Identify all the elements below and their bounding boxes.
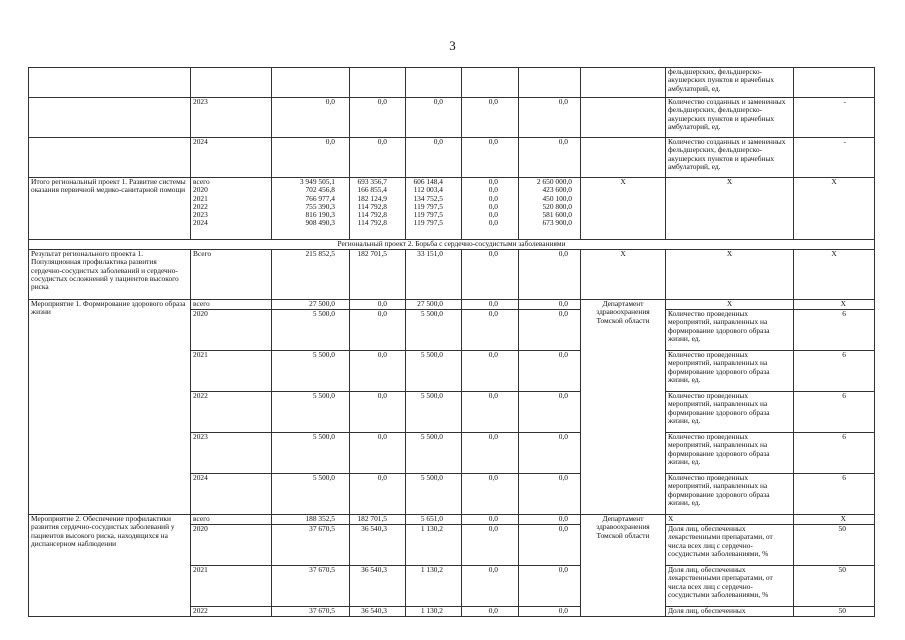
table-cell: 6 [794, 433, 875, 474]
table-cell: 0,0 [272, 98, 350, 138]
table-cell [29, 68, 191, 98]
table-cell: Х [794, 178, 875, 240]
table-cell: 1 130,2 [406, 607, 462, 617]
table-cell: 33 151,0 [406, 250, 462, 300]
table-cell: 0,0 [350, 310, 406, 351]
table-cell: 2 650 000,0 423 600,0 450 100,0 520 800,0 581 600,0 673 900,0 [519, 178, 581, 240]
table-cell: Х [581, 178, 666, 240]
table-cell: 0,0 [519, 474, 581, 515]
table-cell: 0,0 [350, 138, 406, 178]
table-cell: 0,0 [462, 351, 519, 392]
table-cell: 606 148,4 112 003,4 134 752,5 119 797,5 119 797,5 119 797,5 [406, 178, 462, 240]
table-cell: 0,0 [519, 310, 581, 351]
table-row [29, 515, 875, 525]
table-cell: - [794, 98, 875, 138]
table-cell: 0,0 [519, 566, 581, 607]
table-cell: Результат регионального проекта 1. Популяционная профилактика развития сердечно-сосудистых заболеваний и сердечно-сосудистых осложнений у пациентов высокого риска [29, 250, 191, 300]
table-cell [581, 98, 666, 138]
table-cell: Мероприятие 1. Формирование здорового образа жизни [29, 300, 191, 515]
table-cell: 0,0 [519, 392, 581, 433]
table-row-result [29, 250, 875, 300]
table-cell: Х [666, 250, 794, 300]
table-cell: всего [191, 515, 272, 525]
table-cell: 693 356,7 166 855,4 182 124,9 114 792,8 114 792,8 114 792,8 [350, 178, 406, 240]
table-cell: 5 500,0 [272, 474, 350, 515]
table-cell: 0,0 [519, 250, 581, 300]
table-cell: 37 670,5 [272, 566, 350, 607]
table-cell: 0,0 [519, 98, 581, 138]
table-cell: 182 701,5 [350, 515, 406, 525]
table-cell: 0,0 0,0 0,0 0,0 0,0 0,0 [462, 178, 519, 240]
table-cell: Х [666, 515, 794, 525]
table-cell: 0,0 [462, 250, 519, 300]
table-cell: 5 500,0 [272, 392, 350, 433]
table-cell: 0,0 [462, 98, 519, 138]
table-cell: 0,0 [350, 433, 406, 474]
table-cell: всего [191, 300, 272, 310]
table-cell: 0,0 [519, 300, 581, 310]
table-cell: 2020 [191, 525, 272, 566]
table-cell: Департамент здравоохранения Томской области [581, 300, 666, 515]
table-cell: 37 670,5 [272, 607, 350, 617]
table-cell: 0,0 [462, 392, 519, 433]
table-cell: 50 [794, 525, 875, 566]
table-cell: Региональный проект 2. Борьба с сердечно-сосудистыми заболеваниями [29, 240, 875, 250]
table-cell: Х [666, 178, 794, 240]
table-cell: 0,0 [462, 515, 519, 525]
table-cell: 0,0 [519, 138, 581, 178]
table-cell: 0,0 [406, 138, 462, 178]
indicator-cell: Доля лиц, обеспеченных [666, 607, 794, 617]
table-cell: 5 500,0 [272, 351, 350, 392]
table-cell: 0,0 [350, 98, 406, 138]
table-cell: 0,0 [462, 525, 519, 566]
table-cell: 0,0 [350, 392, 406, 433]
table-row [29, 138, 875, 178]
table-cell: 0,0 [462, 474, 519, 515]
table-cell: Х [794, 250, 875, 300]
indicator-cell: Количество созданных и замененных фельдшерских, фельдшерско-акушерских пунктов и врачебных амбулаторий, ед. [666, 98, 794, 138]
table-cell: 0,0 [462, 607, 519, 617]
table-cell: 0,0 [462, 566, 519, 607]
table-cell [29, 138, 191, 178]
table-cell [191, 68, 272, 98]
table-cell: 6 [794, 392, 875, 433]
table-cell [29, 98, 191, 138]
table-cell [794, 68, 875, 98]
table-cell: 0,0 [350, 300, 406, 310]
table-cell: 5 500,0 [406, 310, 462, 351]
table-cell: 2022 [191, 607, 272, 617]
table-cell: 0,0 [519, 351, 581, 392]
table-cell: 0,0 [272, 138, 350, 178]
table-cell [581, 68, 666, 98]
table-cell: 50 [794, 607, 875, 617]
table-cell: 37 670,5 [272, 525, 350, 566]
table-cell [519, 68, 581, 98]
table-cell: Всего [191, 250, 272, 300]
table-cell: 3 949 505,1 702 456,8 766 977,4 755 390,3 816 190,3 908 490,3 [272, 178, 350, 240]
table-cell: 27 500,0 [272, 300, 350, 310]
indicator-cell: фельдшерских, фельдшерско-акушерских пунктов и врачебных амбулаторий, ед. [666, 68, 794, 98]
table-cell: 188 352,5 [272, 515, 350, 525]
indicator-cell: Доля лиц, обеспеченных лекарственными препаратами, от числа всех лиц с сердечно-сосудистыми заболеваниями, % [666, 566, 794, 607]
table-cell [581, 138, 666, 178]
table-cell: 1 130,2 [406, 566, 462, 607]
indicator-cell: Количество проведенных мероприятий, направленных на формирование здорового образа жизни, ед. [666, 433, 794, 474]
table-cell: 2022 [191, 392, 272, 433]
table-cell: 0,0 [462, 310, 519, 351]
table-row [29, 98, 875, 138]
table-section-header [29, 240, 875, 250]
table-cell: 2024 [191, 474, 272, 515]
indicator-cell: Доля лиц, обеспеченных лекарственными препаратами, от числа всех лиц с сердечно-сосудистыми заболеваниями, % [666, 525, 794, 566]
table-cell: Х [666, 300, 794, 310]
table-cell: 5 500,0 [406, 433, 462, 474]
program-table [28, 67, 875, 617]
page-number: 3 [449, 38, 456, 53]
table-cell: 0,0 [406, 98, 462, 138]
table-cell: 6 [794, 474, 875, 515]
table-cell: 0,0 [462, 433, 519, 474]
table-cell: 5 500,0 [406, 351, 462, 392]
table-cell: 5 500,0 [406, 392, 462, 433]
table-cell: 5 500,0 [406, 474, 462, 515]
table-cell: 2020 [191, 310, 272, 351]
table-cell [272, 68, 350, 98]
table-cell: 215 852,5 [272, 250, 350, 300]
table-cell: 36 540,3 [350, 607, 406, 617]
table-cell: 0,0 [519, 433, 581, 474]
indicator-cell: Количество проведенных мероприятий, направленных на формирование здорового образа жизни, ед. [666, 392, 794, 433]
table-cell: 2021 [191, 566, 272, 607]
table-cell: Мероприятие 2. Обеспечение профилактики развития сердечно-сосудистых заболеваний у пациентов высокого риска, находящихся на диспансерном наблюдении [29, 515, 191, 617]
table-cell: 1 130,2 [406, 525, 462, 566]
table-cell: 0,0 [519, 515, 581, 525]
table-cell: 2023 [191, 98, 272, 138]
table-cell: 6 [794, 351, 875, 392]
table-cell: 2023 [191, 433, 272, 474]
table-cell: 2021 [191, 351, 272, 392]
table-cell: 182 701,5 [350, 250, 406, 300]
indicator-cell: Количество созданных и замененных фельдшерских, фельдшерско-акушерских пунктов и врачебных амбулаторий, ед. [666, 138, 794, 178]
table-cell [406, 68, 462, 98]
table-cell: 5 500,0 [272, 310, 350, 351]
table-cell: 0,0 [350, 474, 406, 515]
indicator-cell: Количество проведенных мероприятий, направленных на формирование здорового образа жизни, ед. [666, 310, 794, 351]
table-cell: Департамент здравоохранения Томской области [581, 515, 666, 617]
table-cell: Итого региональный проект 1. Развитие системы оказания первичной медико-санитарной помощи [29, 178, 191, 240]
table-cell: 0,0 [519, 525, 581, 566]
table-cell: 0,0 [350, 351, 406, 392]
table-row-total-project-1 [29, 178, 875, 240]
indicator-cell: Количество проведенных мероприятий, направленных на формирование здорового образа жизни, ед. [666, 474, 794, 515]
table-cell: 0,0 [462, 300, 519, 310]
table-cell: 36 540,3 [350, 566, 406, 607]
table-cell: 5 500,0 [272, 433, 350, 474]
table-cell: 5 651,0 [406, 515, 462, 525]
indicator-cell: Количество проведенных мероприятий, направленных на формирование здорового образа жизни, ед. [666, 351, 794, 392]
table-row [29, 68, 875, 98]
table-cell: Х [794, 300, 875, 310]
table-cell: 50 [794, 566, 875, 607]
table-row [29, 300, 875, 310]
table-cell: 36 540,3 [350, 525, 406, 566]
table-cell: Х [581, 250, 666, 300]
table-cell: 2024 [191, 138, 272, 178]
table-cell: - [794, 138, 875, 178]
table-cell: Х [794, 515, 875, 525]
table-cell [462, 68, 519, 98]
table-cell [350, 68, 406, 98]
table-cell: всего 2020 2021 2022 2023 2024 [191, 178, 272, 240]
table-cell: 6 [794, 310, 875, 351]
table-cell: 0,0 [462, 138, 519, 178]
table-cell: 27 500,0 [406, 300, 462, 310]
table-cell: 0,0 [519, 607, 581, 617]
